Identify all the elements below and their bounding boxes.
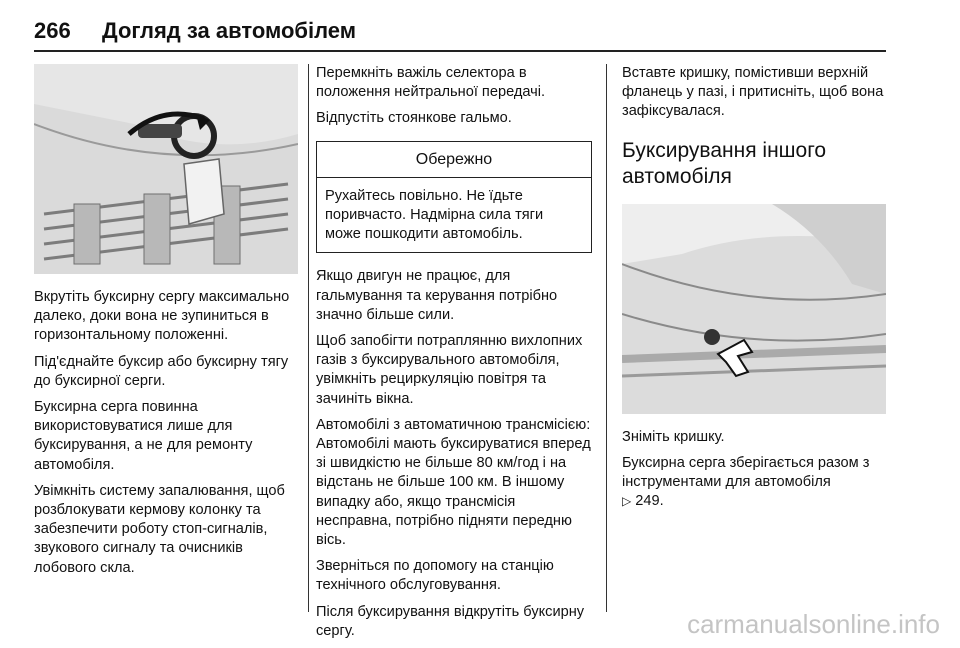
notice-title: Обережно	[317, 142, 591, 178]
watermark: carmanualsonline.info	[687, 609, 940, 639]
front-bumper-illustration	[34, 64, 298, 274]
column-3	[622, 64, 888, 518]
figure-rear-towing-eye	[622, 204, 886, 414]
page-title: Догляд за автомобілем	[102, 18, 357, 43]
col2-paragraph-2: Відпустіть стоянкове гальмо.	[316, 110, 512, 127]
page-reference-icon: ▷	[622, 494, 632, 509]
rear-bumper-illustration	[622, 204, 886, 414]
col2-paragraph-6: Зверніться по допомогу на станцію технічного обслуговування.	[316, 558, 554, 594]
col1-paragraph-1: Вкрутіть буксирну сергу максимально далеко, доки вона не зупиниться в горизонтальному положенні.	[34, 289, 290, 344]
col2-paragraph-3: Якщо двигун не працює, для гальмування та керування потрібно значно більше сили.	[316, 268, 558, 323]
page-reference[interactable]: 249.	[635, 493, 664, 510]
col1-paragraph-3: Буксирна серга повинна використовуватися лише для буксирування, а не для ремонту автомобіля.	[34, 399, 253, 473]
col1-paragraph-4: Увімкніть систему запалювання, щоб розблокувати кермову колонку та забезпечити роботу стоп-сигналів, звукового сигналу та очисників лобового скла.	[34, 482, 285, 576]
caution-notice	[316, 141, 592, 254]
col3-paragraph-2	[622, 454, 888, 512]
notice-body: Рухайтесь повільно. Не їдьте поривчасто. Надмірна сила тяги може пошкодити автомобіль.	[325, 187, 544, 243]
col3-paragraph-top: Вставте кришку, помістивши верхній фланець у пазі, і притисніть, щоб вона зафіксувалася.	[622, 65, 884, 120]
col2-paragraph-7: Після буксирування відкрутіть буксирну сергу.	[316, 603, 585, 639]
column-divider-2	[606, 64, 607, 612]
col2-paragraph-1: Перемкніть важіль селектора в положення нейтральної передачі.	[316, 65, 546, 101]
column-1	[34, 64, 300, 585]
page-number: 266	[34, 18, 71, 43]
col2-paragraph-4: Щоб запобігти потраплянню вихлопних газів з буксирувального автомобіля, увімкніть рециркуляцію повітря та зачиніть вікна.	[316, 333, 583, 407]
column-2	[316, 64, 592, 648]
col3-paragraph-1: Зніміть кришку.	[622, 428, 725, 445]
col1-paragraph-2: Під'єднайте буксир або буксирну тягу до буксирної серги.	[34, 353, 289, 389]
col2-paragraph-5: Автомобілі з автоматичною трансмісією: Автомобілі мають буксируватися вперед зі швидкістю не більше 80 км/год і на відстань не більше 100 км. В іншому випадку або, якщо трансмісія несправна, потрібно підняти передню вісь.	[316, 416, 591, 549]
section-heading: Буксирування іншого автомобіля	[622, 138, 827, 188]
col3-paragraph-2-text: Буксирна серга зберігається разом з інструментами для автомобіля	[622, 454, 870, 491]
page-header	[34, 18, 886, 52]
figure-front-towing-eye	[34, 64, 298, 274]
column-divider-1	[308, 64, 309, 612]
